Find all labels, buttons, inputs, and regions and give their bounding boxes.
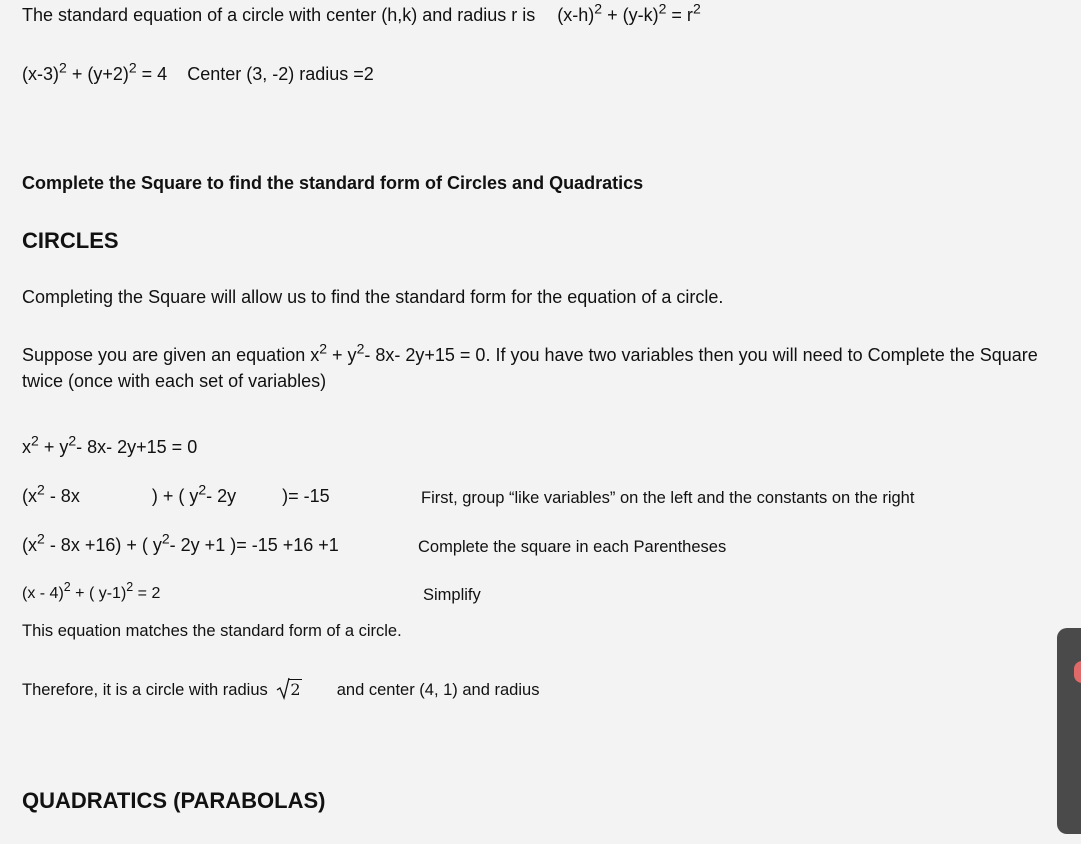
step-3-equation: $(x^2 - 8x +16)$ + ( $y^2-$ 2y +1 )= -15 +16 +1 [22, 530, 339, 555]
section-title: Complete the Square to find the standard form of Circles and Quadratics [22, 173, 644, 193]
floating-side-panel[interactable] [1057, 628, 1081, 834]
quadratics-heading: QUADRATICS (PARABOLAS) [22, 788, 326, 813]
sqrt-radical [276, 679, 301, 700]
suppose-line-1: Suppose you are given an equation $x^2 + y^2-$ 8x- 2y+15 = 0. If you have two variables then you will need to Complete the Square [22, 340, 1038, 365]
therefore-line [22, 679, 539, 700]
radical-sign-icon [276, 676, 290, 700]
therefore-text: Therefore, it is a circle with radius [22, 681, 268, 699]
step-2-note: First, group “like variables” on the left and the constants on the right [421, 489, 915, 507]
step-4-note: Simplify [423, 586, 481, 604]
standard-equation-line [22, 0, 701, 26]
example-equation: $(x-3)^2 + (y+2)^2 = 4$ [22, 59, 168, 84]
example-center-radius: Center (3, -2) radius =2 [187, 64, 374, 84]
therefore-center: and center (4, 1) and radius [336, 681, 540, 699]
standard-equation-formula: $(x-h)^2 + (y-k)^2 = r^2$ [557, 0, 701, 25]
step-3-note: Complete the square in each Parentheses [418, 538, 727, 556]
matches-standard-form: This equation matches the standard form of a circle. [22, 622, 402, 640]
circles-heading: CIRCLES [22, 228, 119, 253]
step-4-equation: (x - 4)$^2$ + ( y-1)$^2$ = 2 [22, 580, 161, 602]
example-equation-line [22, 59, 374, 85]
step-2-equation: ($x^2 - 8x$ ) + ( $y^2-$ 2y )= -15 [22, 481, 330, 506]
radicand: 2 [290, 680, 301, 699]
circles-intro: Completing the Square will allow us to find the standard form for the equation of a circle. [22, 287, 724, 307]
record-dot-icon[interactable] [1074, 661, 1081, 683]
standard-equation-text: The standard equation of a circle with center (h,k) and radius r is [22, 5, 536, 25]
step-1-equation: $x^2 + y^2-$ 8x- 2y+15 = 0 [22, 432, 198, 457]
suppose-line-2: twice (once with each set of variables) [22, 371, 327, 391]
